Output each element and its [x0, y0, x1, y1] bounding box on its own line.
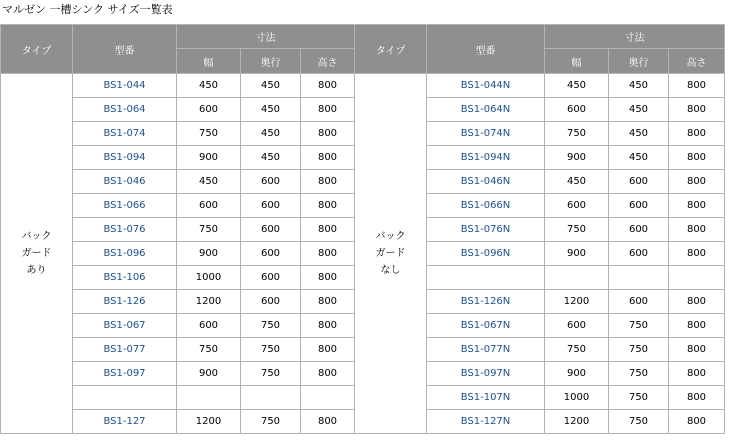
left-width-value: 900: [177, 242, 241, 266]
right-model-code: BS1-107N: [427, 386, 545, 410]
right-model-code: BS1-076N: [427, 218, 545, 242]
left-width-value: 1000: [177, 266, 241, 290]
left-height-value: 800: [301, 410, 355, 434]
table-row: [1, 74, 725, 98]
right-height-value: 800: [669, 362, 725, 386]
left-model-code: BS1-096: [73, 242, 177, 266]
page-title: マルゼン 一槽シンク サイズ一覧表: [2, 3, 173, 16]
left-height-value: 800: [301, 146, 355, 170]
left-width-value: 900: [177, 146, 241, 170]
right-depth-value: 450: [609, 98, 669, 122]
right-height-value: 800: [669, 290, 725, 314]
right-width-value: 750: [545, 338, 609, 362]
left-model-code: BS1-077: [73, 338, 177, 362]
right-height-value: 800: [669, 98, 725, 122]
right-model-code: BS1-126N: [427, 290, 545, 314]
right-width-value: 900: [545, 242, 609, 266]
left-depth-value: 600: [241, 266, 301, 290]
right-model-code: BS1-097N: [427, 362, 545, 386]
type-header: タイプ: [355, 25, 427, 74]
left-model-code: BS1-046: [73, 170, 177, 194]
left-height-value: 800: [301, 218, 355, 242]
right-height-value: 800: [669, 242, 725, 266]
left-depth-value: 450: [241, 146, 301, 170]
left-model-code: [73, 386, 177, 410]
right-depth-value: 450: [609, 122, 669, 146]
right-width-value: 900: [545, 146, 609, 170]
right-width-value: 750: [545, 218, 609, 242]
left-depth-value: 750: [241, 338, 301, 362]
width-header: 幅: [177, 49, 241, 74]
right-width-value: 600: [545, 98, 609, 122]
left-depth-value: 750: [241, 410, 301, 434]
right-depth-value: 600: [609, 290, 669, 314]
height-header: 高さ: [301, 49, 355, 74]
left-height-value: 800: [301, 98, 355, 122]
right-model-code: BS1-074N: [427, 122, 545, 146]
right-type-cell: [355, 74, 427, 434]
left-depth-value: 600: [241, 194, 301, 218]
left-height-value: 800: [301, 74, 355, 98]
right-height-value: 800: [669, 194, 725, 218]
left-type-line: ガード: [21, 248, 52, 259]
left-model-code: BS1-074: [73, 122, 177, 146]
right-depth-value: 450: [609, 74, 669, 98]
left-model-code: BS1-076: [73, 218, 177, 242]
model-header: 型番: [73, 25, 177, 74]
right-depth-value: 600: [609, 242, 669, 266]
right-width-value: 600: [545, 194, 609, 218]
right-height-value: 800: [669, 122, 725, 146]
right-depth-value: 750: [609, 338, 669, 362]
left-type-cell: [1, 74, 73, 434]
dimensions-header: 寸法: [177, 25, 355, 49]
right-height-value: 800: [669, 314, 725, 338]
right-width-value: 1000: [545, 386, 609, 410]
left-width-value: [177, 386, 241, 410]
left-height-value: 800: [301, 122, 355, 146]
left-model-code: BS1-097: [73, 362, 177, 386]
type-header: タイプ: [1, 25, 73, 74]
right-type-line: バック: [375, 231, 406, 242]
left-model-code: BS1-127: [73, 410, 177, 434]
right-depth-value: [609, 266, 669, 290]
right-depth-value: 600: [609, 170, 669, 194]
right-width-value: 450: [545, 74, 609, 98]
left-height-value: 800: [301, 314, 355, 338]
left-width-value: 900: [177, 362, 241, 386]
left-depth-value: 750: [241, 362, 301, 386]
right-width-value: 450: [545, 170, 609, 194]
left-depth-value: 600: [241, 218, 301, 242]
right-width-value: 1200: [545, 290, 609, 314]
right-model-code: BS1-064N: [427, 98, 545, 122]
left-height-value: 800: [301, 194, 355, 218]
width-header: 幅: [545, 49, 609, 74]
left-model-code: BS1-106: [73, 266, 177, 290]
dimensions-header: 寸法: [545, 25, 725, 49]
left-depth-value: 600: [241, 290, 301, 314]
left-width-value: 450: [177, 170, 241, 194]
left-model-code: BS1-044: [73, 74, 177, 98]
right-width-value: 1200: [545, 410, 609, 434]
right-width-value: 750: [545, 122, 609, 146]
left-width-value: 1200: [177, 290, 241, 314]
right-depth-value: 450: [609, 146, 669, 170]
right-model-code: BS1-067N: [427, 314, 545, 338]
right-type-line: なし: [380, 265, 401, 276]
right-depth-value: 750: [609, 362, 669, 386]
depth-header: 奥行: [609, 49, 669, 74]
right-type-line: ガード: [375, 248, 406, 259]
size-table: [0, 24, 725, 434]
left-model-code: BS1-094: [73, 146, 177, 170]
right-width-value: 900: [545, 362, 609, 386]
left-height-value: [301, 386, 355, 410]
left-depth-value: 450: [241, 122, 301, 146]
right-height-value: 800: [669, 218, 725, 242]
right-model-code: BS1-044N: [427, 74, 545, 98]
right-height-value: 800: [669, 386, 725, 410]
left-width-value: 750: [177, 218, 241, 242]
right-height-value: 800: [669, 338, 725, 362]
left-height-value: 800: [301, 338, 355, 362]
right-model-code: BS1-066N: [427, 194, 545, 218]
right-model-code: BS1-096N: [427, 242, 545, 266]
left-depth-value: 450: [241, 98, 301, 122]
left-type-line: あり: [26, 265, 47, 276]
right-depth-value: 750: [609, 386, 669, 410]
left-width-value: 750: [177, 338, 241, 362]
left-width-value: 750: [177, 122, 241, 146]
right-width-value: 600: [545, 314, 609, 338]
right-model-code: [427, 266, 545, 290]
left-depth-value: 750: [241, 314, 301, 338]
height-header: 高さ: [669, 49, 725, 74]
left-height-value: 800: [301, 362, 355, 386]
left-model-code: BS1-126: [73, 290, 177, 314]
left-height-value: 800: [301, 242, 355, 266]
right-model-code: BS1-094N: [427, 146, 545, 170]
right-depth-value: 600: [609, 218, 669, 242]
right-width-value: [545, 266, 609, 290]
right-height-value: 800: [669, 410, 725, 434]
left-width-value: 600: [177, 98, 241, 122]
left-height-value: 800: [301, 266, 355, 290]
right-depth-value: 750: [609, 410, 669, 434]
left-depth-value: [241, 386, 301, 410]
left-model-code: BS1-066: [73, 194, 177, 218]
left-width-value: 600: [177, 314, 241, 338]
model-header: 型番: [427, 25, 545, 74]
header-row: [1, 25, 725, 49]
left-depth-value: 600: [241, 170, 301, 194]
left-model-code: BS1-067: [73, 314, 177, 338]
right-height-value: [669, 266, 725, 290]
right-model-code: BS1-077N: [427, 338, 545, 362]
left-depth-value: 600: [241, 242, 301, 266]
left-width-value: 450: [177, 74, 241, 98]
left-height-value: 800: [301, 170, 355, 194]
right-height-value: 800: [669, 146, 725, 170]
left-width-value: 600: [177, 194, 241, 218]
right-depth-value: 750: [609, 314, 669, 338]
right-height-value: 800: [669, 74, 725, 98]
right-depth-value: 600: [609, 194, 669, 218]
right-model-code: BS1-046N: [427, 170, 545, 194]
left-depth-value: 450: [241, 74, 301, 98]
left-width-value: 1200: [177, 410, 241, 434]
right-model-code: BS1-127N: [427, 410, 545, 434]
right-height-value: 800: [669, 170, 725, 194]
left-type-line: バック: [21, 231, 52, 242]
depth-header: 奥行: [241, 49, 301, 74]
left-model-code: BS1-064: [73, 98, 177, 122]
left-height-value: 800: [301, 290, 355, 314]
